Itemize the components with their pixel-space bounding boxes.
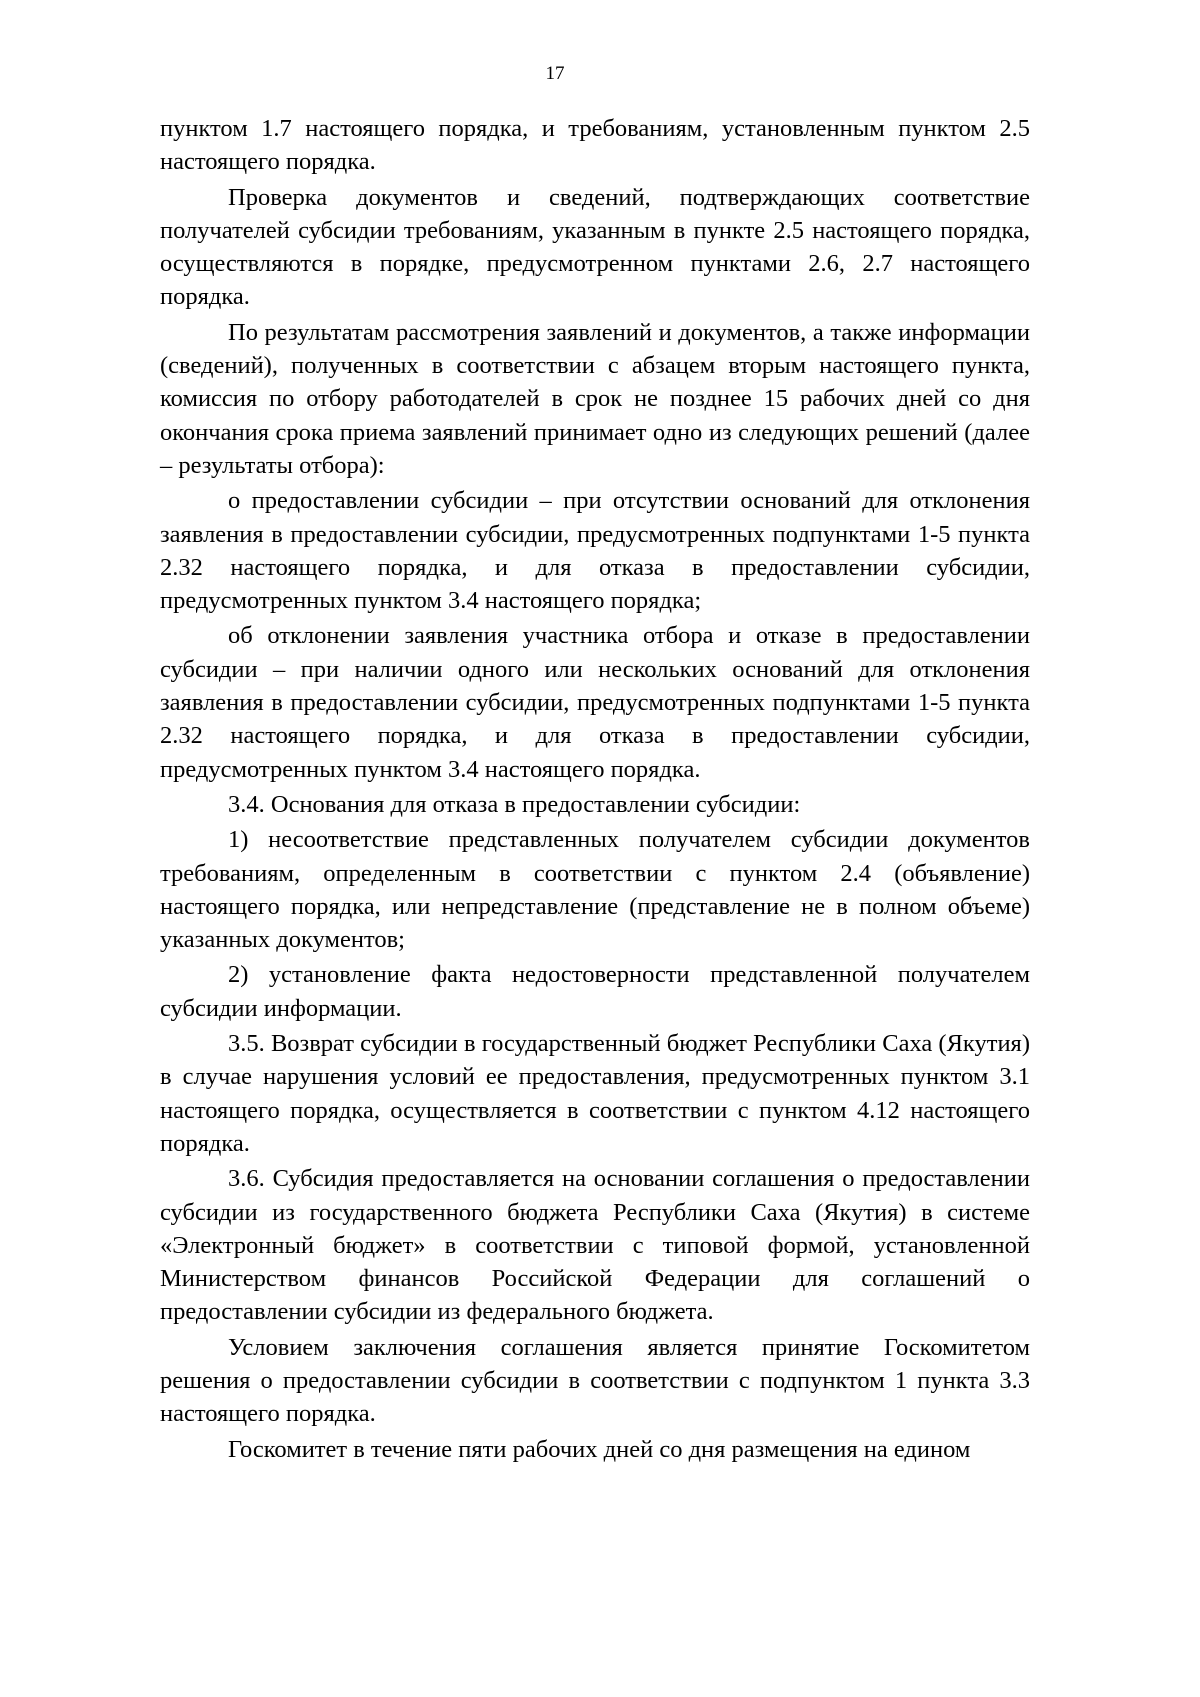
paragraph-8: 2) установление факта недостоверности представленной получателем субсидии информации. bbox=[160, 961, 1030, 1022]
paragraph-9: 3.5. Возврат субсидии в государственный бюджет Республики Саха (Якутия) в случае нарушения условий ее предоставления, предусмотренных пунктом 3.1 настоящего порядка, осуществляется в соответствии с пунктом 4.12 настоящего порядка. bbox=[160, 1030, 1030, 1157]
paragraph-3: По результатам рассмотрения заявлений и документов, а также информации (сведений), полученных в соответствии с абзацем вторым настоящего пункта, комиссия по отбору работодателей в срок не позднее 15 рабочих дней со дня окончания срока приема заявлений принимает одно из следующих решений (далее – результаты отбора): bbox=[160, 318, 1030, 479]
paragraph-12: Госкомитет в течение пяти рабочих дней со дня размещения на едином bbox=[228, 1435, 971, 1463]
paragraph-10: 3.6. Субсидия предоставляется на основании соглашения о предоставлении субсидии из государственного бюджета Республики Саха (Якутия) в системе «Электронный бюджет» в соответствии с типовой формой, установленной Министерством финансов Российской Федерации для соглашений о предоставлении субсидии из федерального бюджета. bbox=[160, 1165, 1030, 1326]
paragraph-7: 1) несоответствие представленных получателем субсидии документов требованиям, определенным в соответствии с пунктом 2.4 (объявление) настоящего порядка, или непредставление (представление не в полном объеме) указанных документов; bbox=[160, 826, 1030, 954]
paragraph-6: 3.4. Основания для отказа в предоставлении субсидии: bbox=[228, 790, 801, 818]
paragraph-4: о предоставлении субсидии – при отсутствии оснований для отклонения заявления в предоставлении субсидии, предусмотренных подпунктами 1-5 пункта 2.32 настоящего порядка, и для отказа в предоставлении субсидии, предусмотренных пунктом 3.4 настоящего порядка; bbox=[160, 487, 1030, 615]
paragraph-5: об отклонении заявления участника отбора и отказе в предоставлении субсидии – при наличии одного или нескольких оснований для отклонения заявления в предоставлении субсидии, предусмотренных подпунктами 1-5 пункта 2.32 настоящего порядка, и для отказа в предоставлении субсидии, предусмотренных пунктом 3.4 настоящего порядка. bbox=[160, 622, 1030, 783]
paragraph-11: Условием заключения соглашения является принятие Госкомитетом решения о предоставлении субсидии в соответствии с подпунктом 1 пункта 3.3 настоящего порядка. bbox=[160, 1333, 1030, 1428]
paragraph-2: Проверка документов и сведений, подтверждающих соответствие получателей субсидии требованиям, указанным в пункте 2.5 настоящего порядка, осуществляются в порядке, предусмотренном пунктами 2.6, 2.7 настоящего порядка. bbox=[160, 183, 1030, 311]
paragraph-1: пунктом 1.7 настоящего порядка, и требованиям, установленным пунктом 2.5 настоящего порядка. bbox=[160, 115, 1030, 176]
document-body bbox=[160, 112, 1030, 1468]
page-number: 17 bbox=[545, 63, 565, 84]
